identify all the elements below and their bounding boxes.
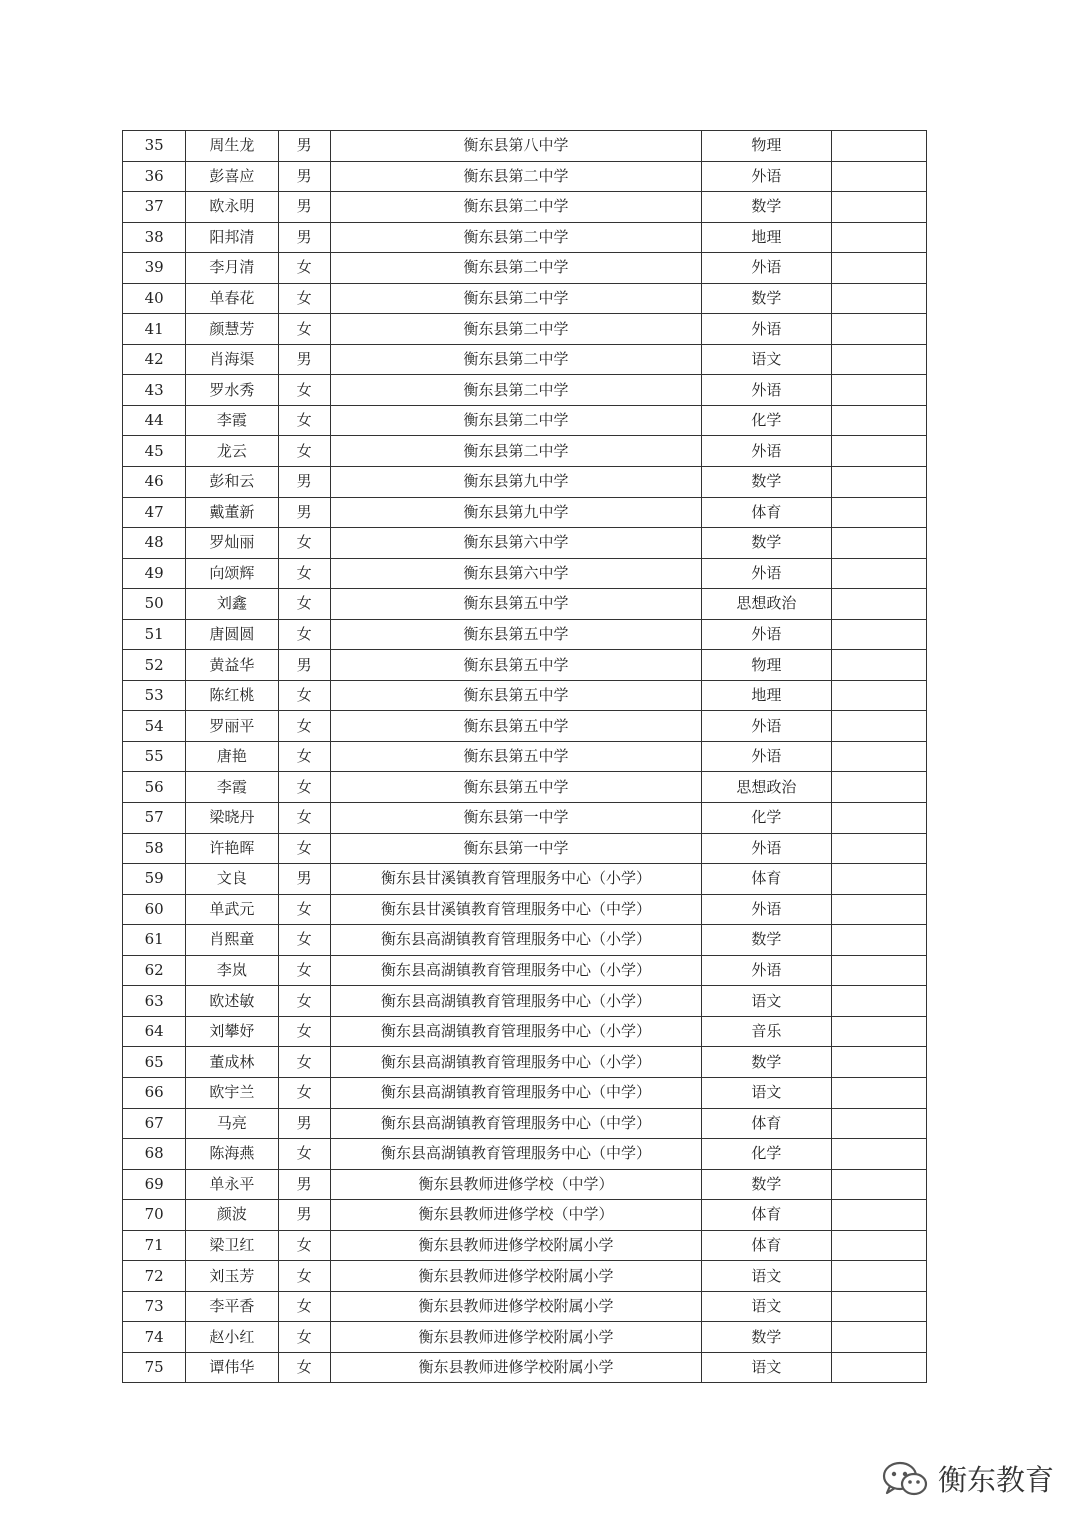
cell-number: 69 <box>123 1169 186 1200</box>
cell-gender: 女 <box>278 772 330 803</box>
cell-name: 罗丽平 <box>186 711 278 742</box>
cell-subject: 体育 <box>702 497 831 528</box>
cell-remark <box>831 1291 926 1322</box>
cell-school: 衡东县第二中学 <box>330 192 701 223</box>
cell-gender: 女 <box>278 1230 330 1261</box>
cell-number: 74 <box>123 1322 186 1353</box>
cell-remark <box>831 405 926 436</box>
cell-name: 唐艳 <box>186 741 278 772</box>
table-row <box>123 436 927 467</box>
table-row <box>123 558 927 589</box>
table-row <box>123 833 927 864</box>
cell-school: 衡东县第一中学 <box>330 833 701 864</box>
cell-name: 谭伟华 <box>186 1352 278 1383</box>
cell-remark <box>831 528 926 559</box>
cell-remark <box>831 680 926 711</box>
table-row <box>123 1169 927 1200</box>
cell-subject: 语文 <box>702 1291 831 1322</box>
cell-subject: 数学 <box>702 283 831 314</box>
cell-remark <box>831 344 926 375</box>
cell-number: 72 <box>123 1261 186 1292</box>
cell-remark <box>831 772 926 803</box>
cell-remark <box>831 283 926 314</box>
cell-remark <box>831 192 926 223</box>
cell-remark <box>831 864 926 895</box>
cell-number: 49 <box>123 558 186 589</box>
cell-name: 戴董新 <box>186 497 278 528</box>
table-row <box>123 1016 927 1047</box>
cell-name: 彭和云 <box>186 467 278 498</box>
cell-gender: 女 <box>278 1047 330 1078</box>
cell-subject: 音乐 <box>702 1016 831 1047</box>
watermark <box>880 1458 1054 1499</box>
cell-number: 42 <box>123 344 186 375</box>
cell-name: 欧宇兰 <box>186 1077 278 1108</box>
cell-subject: 思想政治 <box>702 772 831 803</box>
cell-number: 45 <box>123 436 186 467</box>
cell-remark <box>831 1108 926 1139</box>
cell-remark <box>831 1047 926 1078</box>
table-body <box>123 131 927 1383</box>
cell-remark <box>831 222 926 253</box>
cell-school: 衡东县高湖镇教育管理服务中心（小学） <box>330 1047 701 1078</box>
cell-number: 35 <box>123 131 186 162</box>
cell-gender: 男 <box>278 467 330 498</box>
cell-school: 衡东县第五中学 <box>330 650 701 681</box>
cell-subject: 外语 <box>702 161 831 192</box>
cell-name: 肖海渠 <box>186 344 278 375</box>
cell-name: 黄益华 <box>186 650 278 681</box>
cell-school: 衡东县第六中学 <box>330 558 701 589</box>
cell-school: 衡东县第五中学 <box>330 711 701 742</box>
cell-remark <box>831 1077 926 1108</box>
cell-name: 陈海燕 <box>186 1139 278 1170</box>
cell-name: 龙云 <box>186 436 278 467</box>
cell-school: 衡东县第二中学 <box>330 222 701 253</box>
cell-gender: 女 <box>278 375 330 406</box>
cell-number: 48 <box>123 528 186 559</box>
cell-subject: 化学 <box>702 1139 831 1170</box>
cell-subject: 体育 <box>702 1108 831 1139</box>
cell-school: 衡东县第九中学 <box>330 497 701 528</box>
cell-subject: 语文 <box>702 344 831 375</box>
cell-number: 47 <box>123 497 186 528</box>
cell-subject: 物理 <box>702 131 831 162</box>
cell-remark <box>831 314 926 345</box>
cell-remark <box>831 1200 926 1231</box>
table-row <box>123 131 927 162</box>
cell-gender: 男 <box>278 1108 330 1139</box>
cell-number: 56 <box>123 772 186 803</box>
cell-name: 彭喜应 <box>186 161 278 192</box>
cell-name: 肖熙童 <box>186 925 278 956</box>
cell-gender: 女 <box>278 741 330 772</box>
cell-subject: 外语 <box>702 741 831 772</box>
cell-number: 44 <box>123 405 186 436</box>
cell-subject: 地理 <box>702 680 831 711</box>
table-row <box>123 192 927 223</box>
cell-subject: 数学 <box>702 925 831 956</box>
cell-remark <box>831 1261 926 1292</box>
cell-school: 衡东县高湖镇教育管理服务中心（中学） <box>330 1077 701 1108</box>
cell-number: 43 <box>123 375 186 406</box>
cell-name: 欧述敏 <box>186 986 278 1017</box>
cell-school: 衡东县第二中学 <box>330 314 701 345</box>
cell-school: 衡东县第五中学 <box>330 680 701 711</box>
watermark-text: 衡东教育 <box>938 1463 1055 1497</box>
cell-gender: 女 <box>278 253 330 284</box>
cell-name: 李月清 <box>186 253 278 284</box>
cell-gender: 女 <box>278 283 330 314</box>
cell-remark <box>831 436 926 467</box>
cell-name: 唐圆圆 <box>186 619 278 650</box>
cell-number: 38 <box>123 222 186 253</box>
cell-gender: 女 <box>278 528 330 559</box>
cell-number: 60 <box>123 894 186 925</box>
cell-name: 颜波 <box>186 1200 278 1231</box>
cell-gender: 男 <box>278 344 330 375</box>
cell-gender: 女 <box>278 1291 330 1322</box>
table-row <box>123 619 927 650</box>
table-row <box>123 894 927 925</box>
cell-remark <box>831 925 926 956</box>
cell-number: 62 <box>123 955 186 986</box>
cell-subject: 外语 <box>702 955 831 986</box>
cell-subject: 思想政治 <box>702 589 831 620</box>
cell-number: 39 <box>123 253 186 284</box>
cell-gender: 男 <box>278 1200 330 1231</box>
cell-gender: 女 <box>278 986 330 1017</box>
table-row <box>123 283 927 314</box>
table-row <box>123 955 927 986</box>
cell-remark <box>831 894 926 925</box>
table-row <box>123 864 927 895</box>
cell-number: 46 <box>123 467 186 498</box>
cell-school: 衡东县第六中学 <box>330 528 701 559</box>
cell-school: 衡东县第五中学 <box>330 772 701 803</box>
cell-gender: 女 <box>278 1322 330 1353</box>
cell-subject: 化学 <box>702 803 831 834</box>
cell-subject: 物理 <box>702 650 831 681</box>
cell-subject: 数学 <box>702 1169 831 1200</box>
table-row <box>123 1322 927 1353</box>
cell-subject: 外语 <box>702 619 831 650</box>
cell-name: 梁卫红 <box>186 1230 278 1261</box>
cell-school: 衡东县第五中学 <box>330 589 701 620</box>
cell-name: 董成林 <box>186 1047 278 1078</box>
cell-name: 李霞 <box>186 405 278 436</box>
cell-gender: 女 <box>278 833 330 864</box>
cell-number: 41 <box>123 314 186 345</box>
cell-name: 赵小红 <box>186 1322 278 1353</box>
cell-school: 衡东县教师进修学校附属小学 <box>330 1352 701 1383</box>
cell-school: 衡东县第二中学 <box>330 283 701 314</box>
cell-remark <box>831 711 926 742</box>
table-row <box>123 741 927 772</box>
cell-subject: 体育 <box>702 1200 831 1231</box>
cell-name: 李霞 <box>186 772 278 803</box>
cell-gender: 女 <box>278 558 330 589</box>
cell-name: 李岚 <box>186 955 278 986</box>
cell-subject: 外语 <box>702 711 831 742</box>
cell-number: 52 <box>123 650 186 681</box>
cell-school: 衡东县教师进修学校（中学） <box>330 1169 701 1200</box>
cell-subject: 外语 <box>702 375 831 406</box>
cell-subject: 数学 <box>702 1047 831 1078</box>
cell-subject: 外语 <box>702 894 831 925</box>
cell-number: 53 <box>123 680 186 711</box>
cell-number: 73 <box>123 1291 186 1322</box>
cell-gender: 女 <box>278 925 330 956</box>
cell-gender: 男 <box>278 161 330 192</box>
cell-school: 衡东县第二中学 <box>330 344 701 375</box>
cell-school: 衡东县高湖镇教育管理服务中心（小学） <box>330 925 701 956</box>
cell-subject: 语文 <box>702 986 831 1017</box>
table-row <box>123 1291 927 1322</box>
cell-subject: 外语 <box>702 436 831 467</box>
cell-gender: 女 <box>278 711 330 742</box>
cell-gender: 女 <box>278 1261 330 1292</box>
cell-gender: 女 <box>278 680 330 711</box>
cell-remark <box>831 375 926 406</box>
cell-school: 衡东县教师进修学校附属小学 <box>330 1291 701 1322</box>
cell-gender: 女 <box>278 894 330 925</box>
cell-gender: 女 <box>278 314 330 345</box>
cell-gender: 女 <box>278 955 330 986</box>
cell-number: 71 <box>123 1230 186 1261</box>
cell-gender: 女 <box>278 1139 330 1170</box>
cell-subject: 数学 <box>702 467 831 498</box>
cell-subject: 数学 <box>702 1322 831 1353</box>
cell-subject: 体育 <box>702 1230 831 1261</box>
table-row <box>123 375 927 406</box>
cell-subject: 外语 <box>702 253 831 284</box>
cell-gender: 男 <box>278 1169 330 1200</box>
cell-number: 36 <box>123 161 186 192</box>
cell-school: 衡东县高湖镇教育管理服务中心（小学） <box>330 955 701 986</box>
cell-name: 单武元 <box>186 894 278 925</box>
cell-subject: 外语 <box>702 833 831 864</box>
table-row <box>123 650 927 681</box>
cell-number: 57 <box>123 803 186 834</box>
cell-school: 衡东县第一中学 <box>330 803 701 834</box>
cell-remark <box>831 131 926 162</box>
table-row <box>123 1200 927 1231</box>
table-row <box>123 467 927 498</box>
cell-subject: 语文 <box>702 1352 831 1383</box>
cell-school: 衡东县第二中学 <box>330 436 701 467</box>
cell-name: 许艳晖 <box>186 833 278 864</box>
cell-subject: 语文 <box>702 1261 831 1292</box>
cell-remark <box>831 1016 926 1047</box>
cell-name: 马亮 <box>186 1108 278 1139</box>
cell-gender: 女 <box>278 436 330 467</box>
cell-remark <box>831 619 926 650</box>
cell-remark <box>831 1230 926 1261</box>
table-row <box>123 711 927 742</box>
table-row <box>123 222 927 253</box>
cell-gender: 女 <box>278 619 330 650</box>
cell-number: 54 <box>123 711 186 742</box>
wechat-icon <box>880 1459 930 1499</box>
cell-remark <box>831 803 926 834</box>
cell-name: 阳邦清 <box>186 222 278 253</box>
cell-remark <box>831 741 926 772</box>
cell-number: 68 <box>123 1139 186 1170</box>
cell-name: 罗水秀 <box>186 375 278 406</box>
cell-school: 衡东县第二中学 <box>330 253 701 284</box>
cell-name: 欧永明 <box>186 192 278 223</box>
cell-name: 颜慧芳 <box>186 314 278 345</box>
cell-subject: 语文 <box>702 1077 831 1108</box>
cell-subject: 外语 <box>702 558 831 589</box>
cell-number: 59 <box>123 864 186 895</box>
table-row <box>123 1047 927 1078</box>
cell-school: 衡东县第二中学 <box>330 375 701 406</box>
cell-name: 罗灿丽 <box>186 528 278 559</box>
cell-school: 衡东县第五中学 <box>330 741 701 772</box>
table-row <box>123 772 927 803</box>
cell-number: 67 <box>123 1108 186 1139</box>
cell-remark <box>831 1139 926 1170</box>
table-row <box>123 405 927 436</box>
cell-school: 衡东县高湖镇教育管理服务中心（中学） <box>330 1139 701 1170</box>
cell-number: 75 <box>123 1352 186 1383</box>
cell-name: 刘攀妤 <box>186 1016 278 1047</box>
cell-gender: 女 <box>278 1352 330 1383</box>
cell-remark <box>831 253 926 284</box>
cell-name: 单永平 <box>186 1169 278 1200</box>
cell-subject: 地理 <box>702 222 831 253</box>
cell-number: 70 <box>123 1200 186 1231</box>
cell-school: 衡东县甘溪镇教育管理服务中心（中学） <box>330 894 701 925</box>
cell-school: 衡东县第二中学 <box>330 161 701 192</box>
cell-gender: 男 <box>278 864 330 895</box>
cell-remark <box>831 1322 926 1353</box>
cell-name: 单春花 <box>186 283 278 314</box>
cell-number: 58 <box>123 833 186 864</box>
table-row <box>123 253 927 284</box>
cell-name: 刘鑫 <box>186 589 278 620</box>
table-row <box>123 314 927 345</box>
cell-remark <box>831 558 926 589</box>
teacher-list-table <box>122 130 927 1383</box>
cell-gender: 男 <box>278 497 330 528</box>
cell-remark <box>831 650 926 681</box>
cell-gender: 女 <box>278 1016 330 1047</box>
cell-subject: 数学 <box>702 528 831 559</box>
cell-name: 刘玉芳 <box>186 1261 278 1292</box>
table-row <box>123 1352 927 1383</box>
cell-school: 衡东县教师进修学校附属小学 <box>330 1230 701 1261</box>
cell-school: 衡东县甘溪镇教育管理服务中心（小学） <box>330 864 701 895</box>
cell-subject: 化学 <box>702 405 831 436</box>
cell-school: 衡东县第五中学 <box>330 619 701 650</box>
table-row <box>123 986 927 1017</box>
cell-remark <box>831 955 926 986</box>
cell-gender: 女 <box>278 405 330 436</box>
cell-number: 64 <box>123 1016 186 1047</box>
cell-number: 51 <box>123 619 186 650</box>
cell-number: 61 <box>123 925 186 956</box>
table-row <box>123 1230 927 1261</box>
cell-remark <box>831 589 926 620</box>
cell-school: 衡东县教师进修学校附属小学 <box>330 1322 701 1353</box>
table-row <box>123 1077 927 1108</box>
cell-school: 衡东县教师进修学校（中学） <box>330 1200 701 1231</box>
cell-number: 55 <box>123 741 186 772</box>
table-row <box>123 344 927 375</box>
cell-gender: 男 <box>278 222 330 253</box>
cell-school: 衡东县第八中学 <box>330 131 701 162</box>
cell-name: 梁晓丹 <box>186 803 278 834</box>
cell-gender: 男 <box>278 650 330 681</box>
cell-gender: 男 <box>278 192 330 223</box>
cell-school: 衡东县高湖镇教育管理服务中心（小学） <box>330 986 701 1017</box>
cell-name: 文良 <box>186 864 278 895</box>
cell-number: 37 <box>123 192 186 223</box>
table-row <box>123 161 927 192</box>
table-row <box>123 1108 927 1139</box>
table-row <box>123 497 927 528</box>
cell-school: 衡东县教师进修学校附属小学 <box>330 1261 701 1292</box>
cell-gender: 女 <box>278 803 330 834</box>
cell-remark <box>831 1169 926 1200</box>
cell-number: 66 <box>123 1077 186 1108</box>
cell-school: 衡东县第二中学 <box>330 405 701 436</box>
cell-remark <box>831 1352 926 1383</box>
cell-subject: 外语 <box>702 314 831 345</box>
table-row <box>123 1261 927 1292</box>
cell-remark <box>831 986 926 1017</box>
cell-name: 李平香 <box>186 1291 278 1322</box>
cell-subject: 数学 <box>702 192 831 223</box>
cell-remark <box>831 497 926 528</box>
table-row <box>123 589 927 620</box>
table-row <box>123 803 927 834</box>
cell-gender: 女 <box>278 589 330 620</box>
cell-number: 50 <box>123 589 186 620</box>
cell-number: 65 <box>123 1047 186 1078</box>
cell-remark <box>831 161 926 192</box>
table-row <box>123 528 927 559</box>
table-row <box>123 925 927 956</box>
cell-number: 63 <box>123 986 186 1017</box>
table-row <box>123 680 927 711</box>
cell-school: 衡东县高湖镇教育管理服务中心（小学） <box>330 1016 701 1047</box>
cell-school: 衡东县高湖镇教育管理服务中心（中学） <box>330 1108 701 1139</box>
cell-subject: 体育 <box>702 864 831 895</box>
table-row <box>123 1139 927 1170</box>
cell-remark <box>831 467 926 498</box>
cell-gender: 男 <box>278 131 330 162</box>
cell-remark <box>831 833 926 864</box>
cell-number: 40 <box>123 283 186 314</box>
cell-name: 向颂辉 <box>186 558 278 589</box>
cell-gender: 女 <box>278 1077 330 1108</box>
cell-school: 衡东县第九中学 <box>330 467 701 498</box>
cell-name: 陈红桃 <box>186 680 278 711</box>
cell-name: 周生龙 <box>186 131 278 162</box>
